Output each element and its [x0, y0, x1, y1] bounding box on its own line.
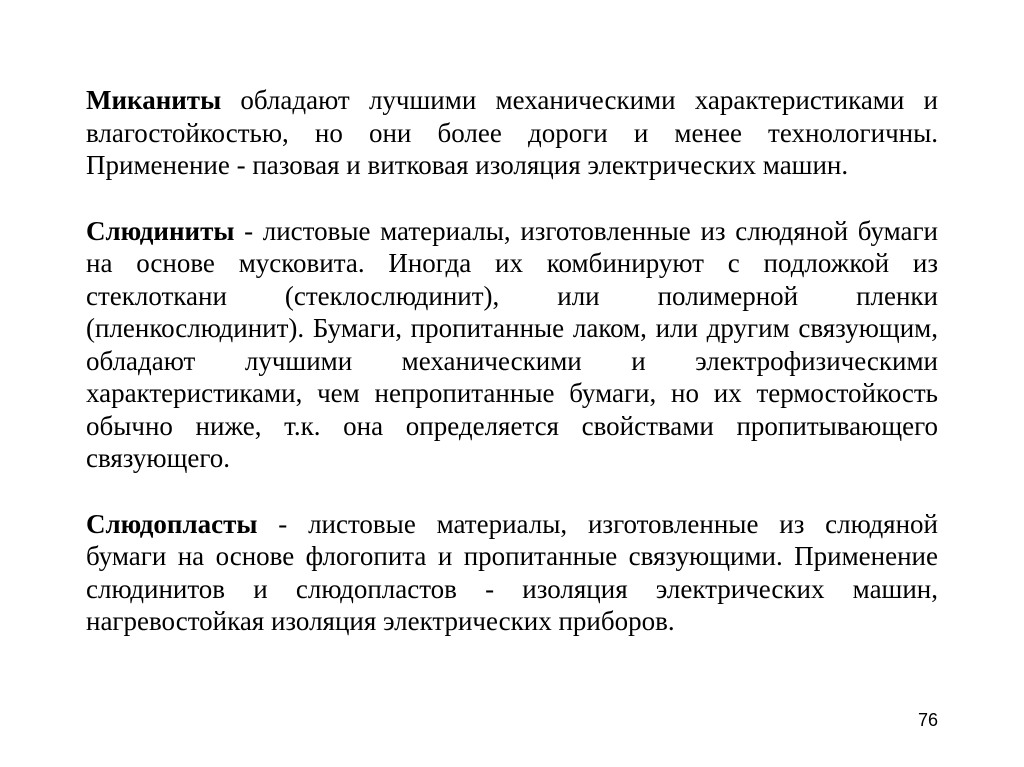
term-slyudoplasty: Слюдопласты: [86, 508, 258, 539]
paragraph-text-slyudinity: - листовые материалы, изготовленные из слюдяной бумаги на основе мусковита. Иногда их комбинируют с подложкой из стеклоткани (стеклослюдинит), или полимерной пленки (пленкослюдинит). Бумаги, пропитанные лаком, или другим связующим, обладают лучшими механическими и электрофизическими характеристиками, чем непропитанные бумаги, но их термостойкость обычно ниже, т.к. она определяется свойствами пропитывающего связующего.: [86, 215, 938, 473]
page-number: 76: [917, 710, 939, 730]
paragraph-slyudoplasty: [86, 508, 938, 638]
paragraph-text-mikanity: обладают лучшими механическими характеристиками и влагостойкостью, но они более дороги и менее технологичны. Применение - пазовая и витковая изоляция электрических машин.: [86, 85, 938, 180]
slide-content: [86, 84, 938, 671]
paragraph-mikanity: [86, 84, 938, 182]
term-mikanity: Миканиты: [86, 85, 222, 115]
term-slyudinity: Слюдиниты: [86, 215, 235, 246]
paragraph-slyudinity: [86, 215, 938, 475]
paragraph-text-slyudoplasty: - листовые материалы, изготовленные из слюдяной бумаги на основе флогопита и пропитанные связующими. Применение слюдинитов и слюдопластов - изоляция электрических машин, нагревостойкая изоляция электрических приборов.: [86, 508, 938, 636]
